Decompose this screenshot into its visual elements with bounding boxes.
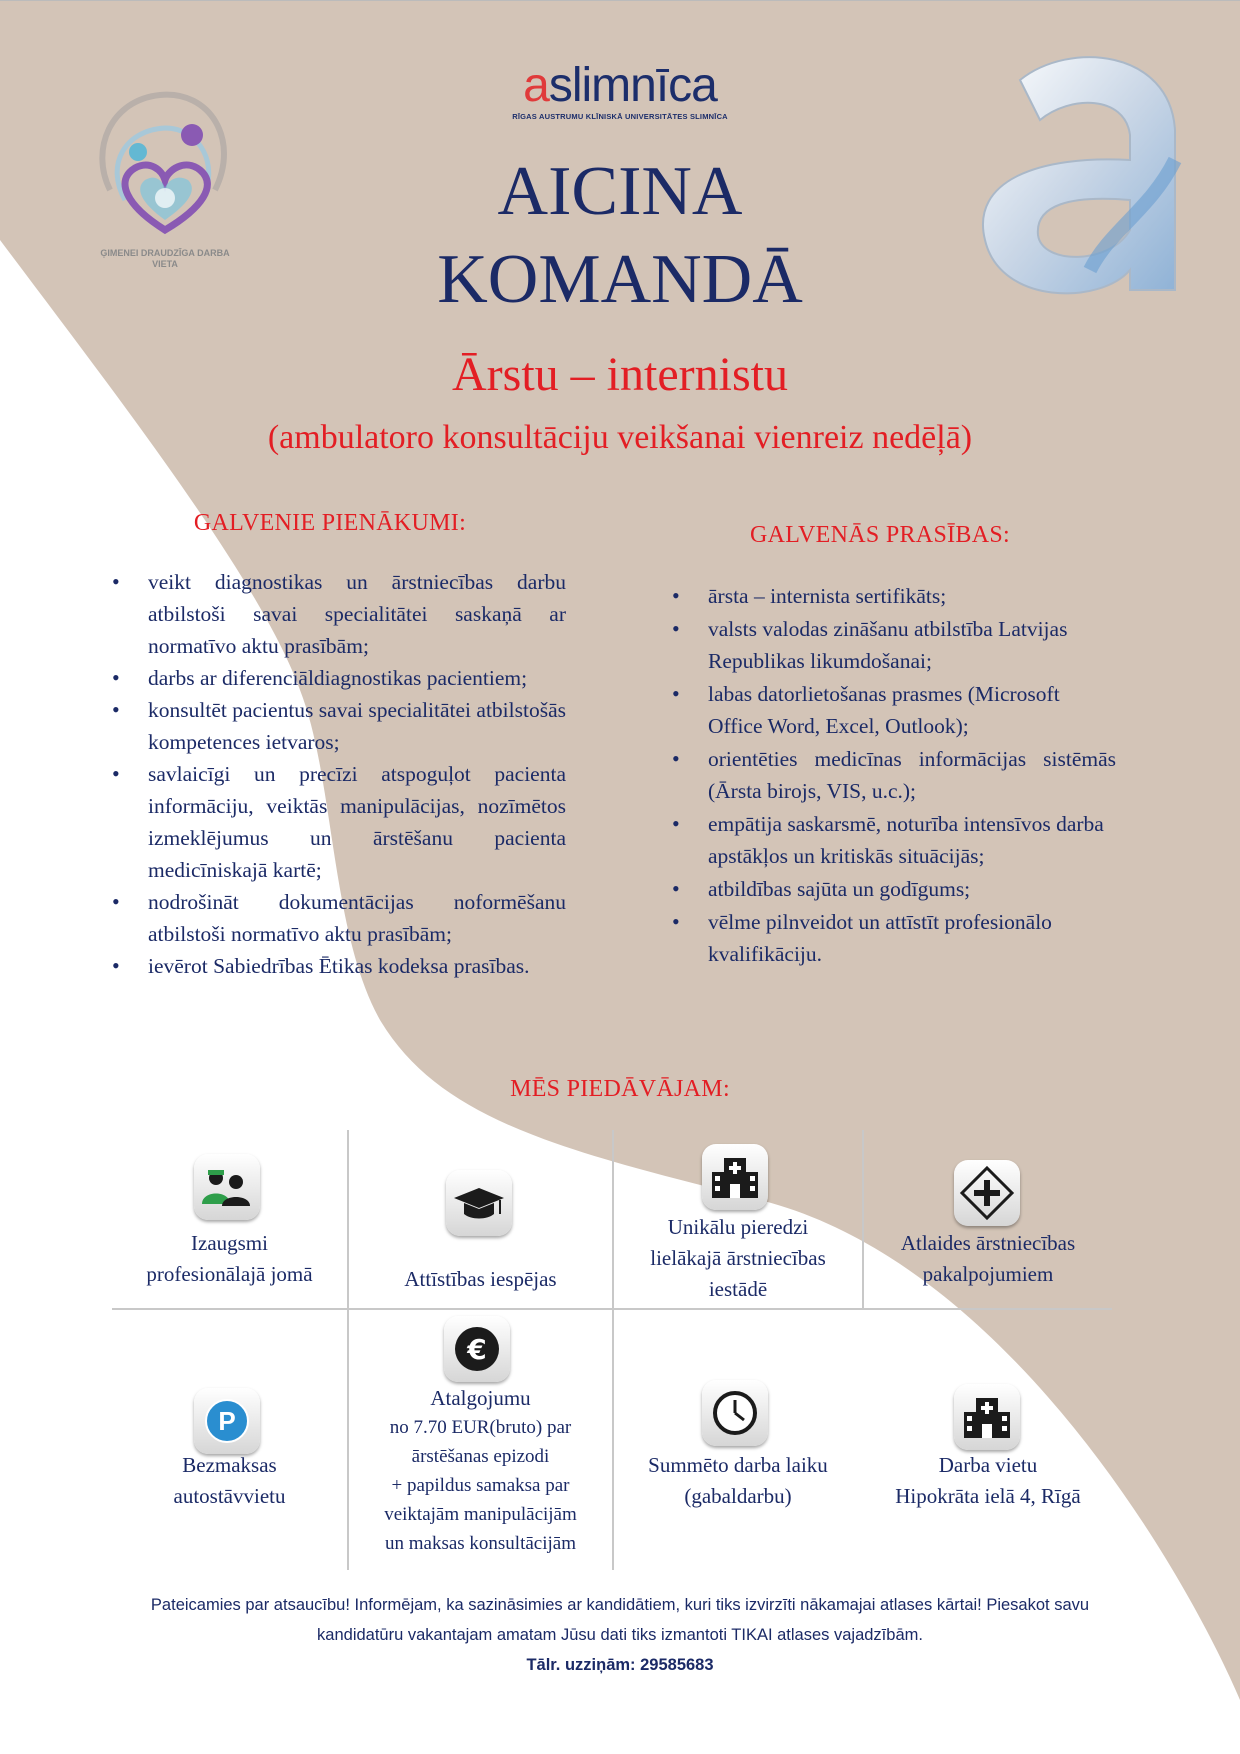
footer-line-1: Pateicamies par atsaucību! Informējam, ka sazināsimies ar kandidātiem, kuri tiks izvirzīti nākamajai atlases kārtai! Piesakot savu xyxy=(150,1596,1090,1614)
position-note: (ambulatoro konsultāciju veikšanai vienreiz nedēļā) xyxy=(267,419,973,456)
list-item: • labas datorlietošanas prasmes (Microsoft Office Word, Excel, Outlook); xyxy=(666,678,1116,742)
list-item: • atbildības sajūta un godīgums; xyxy=(666,873,1116,905)
duties-heading: GALVENIE PIENĀKUMI: xyxy=(193,510,467,536)
hospital-icon xyxy=(954,1384,1020,1450)
position-title: Ārstu – internistu xyxy=(452,348,788,401)
requirements-heading: GALVENĀS PRASĪBAS: xyxy=(750,522,1010,548)
offer-cell-experience: Unikālu pieredzi lielākajā ārstniecības iestādē xyxy=(650,1215,826,1301)
offer-heading: MĒS PIEDĀVĀJAM: xyxy=(510,1076,730,1102)
brand-wordmark: slimnīca xyxy=(548,59,717,112)
offer-cell-workplace: Darba vietu Hipokrāta ielā 4, Rīgā xyxy=(895,1453,1081,1508)
list-item: • ievērot Sabiedrības Ētikas kodeksa prasības. xyxy=(106,950,566,982)
offer-cell-discounts: Atlaides ārstniecības pakalpojumiem xyxy=(900,1231,1076,1286)
graduation-cap-icon xyxy=(446,1170,512,1236)
list-item: • darbs ar diferenciāldiagnostikas pacientiem; xyxy=(106,662,566,694)
footer xyxy=(60,1590,1180,1680)
list-item: • konsultēt pacientus savai specialitātei atbilstošās kompetences ietvaros; xyxy=(106,694,566,758)
hospital-logo xyxy=(480,59,760,121)
family-heart-icon xyxy=(90,80,240,250)
list-item: • vēlme pilnveidot un attīstīt profesionālo kvalifikāciju. xyxy=(666,906,1116,970)
team-icon xyxy=(194,1154,260,1220)
footer-phone: Tālr. uzziņām: 29585683 xyxy=(526,1656,714,1674)
family-friendly-label: ĢIMENEI DRAUDZĪGA DARBA VIETA xyxy=(100,248,230,269)
family-friendly-logo xyxy=(90,80,240,280)
medical-cross-icon xyxy=(954,1160,1020,1226)
title-line-2: KOMANDĀ xyxy=(437,241,803,318)
title-line-1: AICINA xyxy=(497,153,743,230)
euro-icon xyxy=(444,1316,510,1382)
list-item: • ārsta – internista sertifikāts; xyxy=(666,580,1116,612)
offer-cell-growth: Izaugsmi profesionālajā jomā xyxy=(146,1231,313,1286)
grid-divider xyxy=(112,1308,1112,1310)
list-item: • veikt diagnostikas un ārstniecības darbu atbilstoši savai specialitātei saskaņā ar normatīvo aktu prasībām; xyxy=(106,566,566,662)
list-item: • valsts valodas zināšanu atbilstība Latvijas Republikas likumdošanai; xyxy=(666,613,1116,677)
offer-grid xyxy=(112,1130,1112,1570)
brand-name xyxy=(480,59,760,112)
list-item: • empātija saskarsmē, noturība intensīvos darba apstākļos un kritiskās situācijās; xyxy=(666,808,1116,872)
list-item: • savlaicīgi un precīzi atspoguļot pacienta informāciju, veiktās manipulācijas, nozīmētos izmeklējumus un ārstēšanu pacienta medicīniskajā kartē; xyxy=(106,758,566,886)
offer-cell-salary: Atalgojumu no 7.70 EUR(bruto) par ārstēšanas epizodi + papildus samaksa par veiktajām manipulācijām un maksas konsultācijām xyxy=(384,1386,577,1554)
list-item: • orientēties medicīnas informācijas sistēmās (Ārsta birojs, VIS, u.c.); xyxy=(666,743,1116,807)
hospital-icon xyxy=(702,1144,768,1210)
decorative-letter-a-icon xyxy=(960,40,1200,310)
parking-icon xyxy=(194,1388,260,1454)
footer-line-2: kandidatūru vakantajam amatam Jūsu dati tiks izmantoti TIKAI atlases vajadzībām. xyxy=(317,1626,923,1644)
offer-cell-working-time: Summēto darba laiku (gabaldarbu) xyxy=(648,1453,828,1508)
brand-subtitle: RĪGAS AUSTRUMU KLĪNISKĀ UNIVERSITĀTES SLIMNĪCA xyxy=(512,112,728,121)
clock-icon xyxy=(702,1380,768,1446)
svg-text:P: P xyxy=(218,1406,236,1436)
brand-letter-a: a xyxy=(523,59,549,112)
duties-list xyxy=(106,566,566,982)
offer-cell-development: Attīstības iespējas xyxy=(404,1267,557,1291)
offer-cell-parking: Bezmaksas autostāvvietu xyxy=(173,1453,286,1508)
requirements-list xyxy=(666,580,1116,971)
list-item: • nodrošināt dokumentācijas noformēšanu atbilstoši normatīvo aktu prasībām; xyxy=(106,886,566,950)
svg-text:€: € xyxy=(467,1333,487,1366)
